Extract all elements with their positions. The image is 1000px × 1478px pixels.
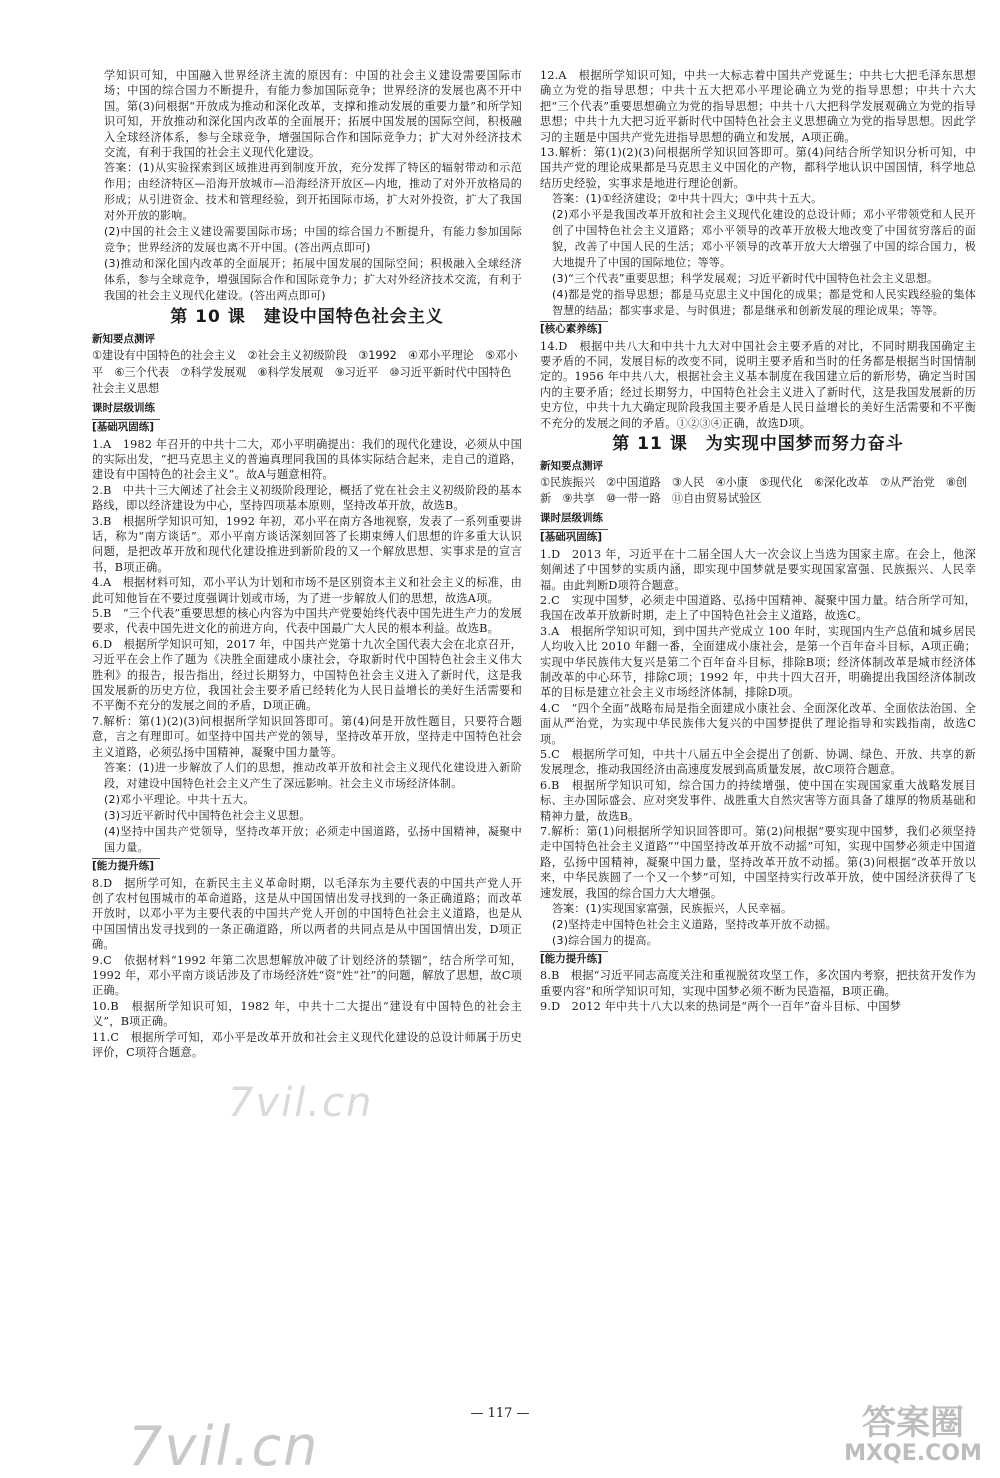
item-l-6: 6.D 根据所学知识可知，2017 年，中国共产党第十九次全国代表大会在北京召开，习近平在会上作了题为《决胜全面建成小康社会，夺取新时代中国特色社会主义伟大胜利》的报告，报告指出，经过长期努力，中国特色社会主义进入了新时代，这是我国发展新的历史方位，我国社会主要矛盾已经转化为人民日益增长的美好生活需要和不平衡不充分的发展之间的矛盾，D项正确。: [92, 637, 522, 713]
item-l-4: 4.A 根据材料可知，邓小平认为计划和市场不是区别资本主义和社会主义的标准，由此可知他旨在不要过度强调计划或市场，为了进一步解放人们的思想，故选A项。: [92, 576, 522, 605]
item-l-5: 5.B “三个代表”重要思想的核心内容为中国共产党要始终代表中国先进生产力的发展要求，代表中国先进文化的前进方向，代表中国最广大人民的根本利益。故选B。: [92, 607, 522, 636]
r-q7-answer-1: 答案：(1)实现国家富强，民族振兴，人民幸福。: [552, 902, 793, 916]
keshi-label-11: 课时层级训练: [540, 511, 603, 524]
q7-answer-1: 答案：(1)进一步解放了人们的思想，推动改革开放和社会主义现代化建设进入新阶段，对建设中国特色社会主义产生了深远影响。社会主义市场经济体制。: [104, 761, 522, 791]
lesson-10-blanks: ①建设有中国特色的社会主义 ②社会主义初级阶段 ③1992 ④邓小平理论 ⑤邓小平 ⑥三个代表 ⑦科学发展观 ⑧科学发展观 ⑨习近平 ⑩习近平新时代中国特色社会主义思想: [92, 349, 518, 396]
keshi-label-10: 课时层级训练: [92, 401, 155, 414]
q7-answer-2: (2)邓小平理论。中共十五大。: [104, 793, 255, 807]
watermark-left: 7vil.cn: [128, 1415, 320, 1478]
hexin-label: [核心素养练]: [540, 321, 608, 337]
cont-answer-3: (3)推动和深化国内改革的全面展开；拓展中国发展的国际空间；积极融入全球经济体系，参与全球竞争，增强国际合作和国际竞争力；扩大对外经济技术交流，有利于我国的社会主义现代化建设。(答出两点即可): [104, 257, 522, 303]
q13-answer-3: (3)“三个代表”重要思想；科学发展观；习近平新时代中国特色社会主义思想。: [552, 272, 939, 286]
r-q7-answer-2: (2)坚持走中国特色社会主义道路，坚持改革开放不动摇。: [552, 918, 837, 932]
page-number: — 117 —: [470, 1406, 530, 1421]
xinzhi-label-11: 新知要点测评: [540, 459, 603, 472]
right-column: [540, 68, 976, 1015]
item-r-13: 13.解析：第(1)(2)(3)问根据所学知识回答即可。第(4)问结合所学知识分析可知，中国共产党的理论成果都是马克思主义中国化的产物，都科学地认识中国国情，科学地总结历史经验，实事求是地进行理论创新。: [540, 146, 976, 190]
item-r-4: 4.C “四个全面”战略布局是指全面建成小康社会、全面深化改革、全面依法治国、全面从严治党，为实现中华民族伟大复兴的中国梦提供了理论指导和实践指南，故选C项。: [540, 701, 976, 746]
q7-answer-3: (3)习近平新时代中国特色社会主义思想。: [104, 809, 311, 823]
item-r-7: 7.解析：第(1)问根据所学知识回答即可。第(2)问根据“要实现中国梦，我们必须坚持走中国特色社会主义道路”“中国坚持改革开放不动摇”可知，实现中国梦必须走中国道路，弘扬中国精神，凝聚中国力量，坚持改革开放不动摇。第(3)问根据“改革开放以来，中华民族圆了一个又一个梦”可知，中国坚持实行改革开放，使中国经济获得了飞速发展，我国的综合国力大大增强。: [540, 825, 976, 900]
item-r-6: 6.B 根据所学知识可知，综合国力的持续增强，使中国在实现国家重大战略发展目标、主办国际盛会、应对突发事件、战胜重大自然灾害等方面具备了雄厚的物质基础和精神力量，故选B。: [540, 778, 976, 823]
item-r-9: 9.D 2012 年中共十八大以来的热词是“两个一百年”奋斗目标、中国梦: [540, 1000, 902, 1014]
xinzhi-label-10: 新知要点测评: [92, 332, 155, 345]
item-r-1: 1.D 2013 年，习近平在十二届全国人大一次会议上当选为国家主席。在会上，他深刻阐述了中国梦的实质内涵，即实现中国梦就是要实现国家富强、民族振兴、人民幸福。由此判断D项符合题意。: [540, 547, 976, 592]
item-r-12: 12.A 根据所学知识可知，中共一大标志着中国共产党诞生；中共七大把毛泽东思想确立为党的指导思想；中共十五大把邓小平理论确立为党的指导思想；中共十六大把“三个代表”重要思想确立为党的指导思想；中共十八大把科学发展观确立为党的指导思想；中共十九大把习近平新时代中国特色社会主义思想确立为党的指导思想。因此学习的主题是中国共产党先进指导思想的确立和发展，A项正确。: [540, 69, 976, 144]
q13-answer-2: (2)邓小平是我国改革开放和社会主义现代化建设的总设计师；邓小平带领党和人民开创了中国特色社会主义道路；邓小平领导的改革开放极大地改变了中国贫穷落后的面貌，改善了中国人民的生活；邓小平领导的改革开放大大增强了中国的综合国力，极大地提升了中国的国际地位；等等。: [552, 208, 976, 270]
item-l-3: 3.B 根据所学知识可知，1992 年初，邓小平在南方各地视察，发表了一系列重要讲话，称为“南方谈话”。邓小平南方谈话深刻回答了长期束缚人们思想的许多重大认识问题，是把改革开放和现代化建设推进到新阶段的又一个解放思想、实事求是的宣言书，B项正确。: [92, 514, 522, 574]
watermark-url: MXQE.COM: [844, 1441, 982, 1466]
q7-answer-4: (4)坚持中国共产党领导，坚持改革开放；必须走中国道路，弘扬中国精神，凝聚中国力量。: [104, 825, 522, 855]
item-r-3: 3.A 根据所学知识可知，到中国共产党成立 100 年时，实现国内生产总值和城乡居民人均收入比 2010 年翻一番，全面建成小康社会，是第一个百年奋斗目标，A项正确；实现中华民族伟大复兴是第二个百年奋斗目标，排除B项；经济体制改革是城市经济体制改革的中心环节，排除C项；1992 年，中共十四大召开，明确提出我国经济体制改革的目标是建立社会主义市场经济体制，排除D项。: [540, 624, 976, 700]
cont-explanation: 学知识可知，中国融入世界经济主流的原因有：中国的社会主义建设需要国际市场；中国的综合国力不断提升，有能力参加国际竞争；世界经济的发展也离不开中国。第(3)问根据“开放成为推动和深化改革，支撑和推动发展的重要力量”和所学知识可知，开放推动和深化国内改革的全面展开；拓展中国发展的国际空间，积极融入全球经济体系，参与全球竞争，增强国际合作和国际竞争力；扩大对外经济技术交流，有利于我国的社会主义现代化建设。: [104, 69, 522, 160]
item-r-14: 14.D 根据中共八大和中共十九大对中国社会主要矛盾的对比，不同时期我国确定主要矛盾的不同，发展目标的改变不同，说明主要矛盾和当时的任务都是根据当时国情制定的。1956 年中共八大，根据社会主义基本制度在我国建立后的新形势，确定当时国内的主要矛盾；经过长期努力，中国特色社会主义进入了新时代，这是我国发展新的历史方位，中共十九大确定现阶段我国主要矛盾是人民日益增长的美好生活需要和不平衡不充分的发展之间的矛盾。①②③④正确，故选D项。: [540, 339, 976, 430]
r-q7-answer-3: (3)综合国力的提高。: [552, 934, 658, 948]
cont-answer-2: (2)中国的社会主义建设需要国际市场；中国的综合国力不断提升，有能力参加国际竞争；世界经济的发展也离不开中国。(答出两点即可): [104, 225, 522, 255]
item-r-5: 5.C 根据所学可知，中共十八届五中全会提出了创新、协调、绿色、开放、共享的新发展理念，推动我国经济由高速度发展到高质量发展，故C项符合题意。: [540, 748, 976, 777]
item-l-10: 10.B 根据所学知识可知，1982 年，中共十二大提出“建设有中国特色的社会主义”，B项正确。: [92, 999, 522, 1029]
watermark-logo: 答案圈: [862, 1403, 964, 1443]
item-l-8: 8.D 据所学可知，在新民主主义革命时期，以毛泽东为主要代表的中国共产党人开创了农村包围城市的革命道路，这是从中国国情出发寻找到的一条正确道路；而改革开放时，以邓小平为主要代表的中国共产党人开创的中国特色社会主义道路，也是从中国国情出发寻找到的一条正确道路，所以两者的共同点是从中国国情出发，D项正确。: [92, 876, 522, 952]
item-l-11: 11.C 根据所学可知，邓小平是改革开放和社会主义现代化建设的总设计师属于历史评价，C项符合题意。: [92, 1030, 522, 1059]
cont-answer-1: 答案：(1)从实验探索到区域推进再到制度开放，充分发挥了特区的辐射带动和示范作用；由经济特区—沿海开放城市—沿海经济开放区—内地，推动了对外开放格局的形成；从引进资金、技术和管理经验，到开拓国际市场，扩大对外投资，扩大了我国对外开放的影响。: [104, 161, 522, 223]
watermark-right: [838, 1404, 988, 1466]
lesson-10-title: 第 10 课 建设中国特色社会主义: [170, 307, 444, 328]
q13-answer-1: 答案：(1)①经济建设；②中共十四大；③中共十五大。: [552, 192, 823, 206]
item-l-1: 1.A 1982 年召开的中共十二大，邓小平明确提出：我们的现代化建设，必须从中国的实际出发，“把马克思主义的普遍真理同我国的具体实际结合起来，走自己的道路，建设有中国特色的社会主义”。故A与题意相符。: [92, 437, 522, 482]
item-l-2: 2.B 中共十三大阐述了社会主义初级阶段理论，概括了党在社会主义初级阶段的基本路线，即以经济建设为中心，坚持四项基本原则，坚持改革开放，故选B。: [92, 483, 522, 513]
jichu-label-10: [基础巩固练]: [92, 419, 160, 435]
nengli-label-11: [能力提升练]: [540, 951, 608, 967]
nengli-label-10: [能力提升练]: [92, 858, 160, 874]
item-l-7: 7.解析：第(1)(2)(3)问根据所学知识回答即可。第(4)问是开放性题目，只要符合题意，言之有理即可。如坚持中国共产党的领导，坚持改革开放，坚持走中国特色社会主义道路，必须弘扬中国精神，凝聚中国力量等。: [92, 714, 522, 759]
left-column: [92, 68, 522, 1060]
item-l-9: 9.C 依据材料“1992 年第二次思想解放冲破了计划经济的禁锢”，结合所学可知，1992 年，邓小平南方谈话涉及了市场经济姓“资”姓“社”的问题，解放了思想，故C项正确。: [92, 953, 522, 998]
item-r-2: 2.C 实现中国梦，必须走中国道路、弘扬中国精神、凝聚中国力量。结合所学可知，我国在改革开放新时期，走上了中国特色社会主义道路，故选C。: [540, 593, 976, 623]
watermark-mid: 7vil.cn: [228, 1080, 374, 1126]
q13-answer-4: (4)都是党的指导思想；都是马克思主义中国化的成果；都是党和人民实践经验的集体智慧的结晶；都实事求是、与时俱进；都是继承和创新发展的理论成果；等等。: [552, 288, 976, 318]
lesson-11-blanks: ①民族振兴 ②中国道路 ③人民 ④小康 ⑤现代化 ⑥深化改革 ⑦从严治党 ⑧创新 ⑨共享 ⑩一带一路 ⑪自由贸易试验区: [540, 475, 968, 506]
lesson-11-title: 第 11 课 为实现中国梦而努力奋斗: [612, 434, 904, 455]
jichu-label-11: [基础巩固练]: [540, 529, 608, 545]
item-r-8: 8.B 根据“习近平同志高度关注和重视脱贫攻坚工作，多次国内考察，把扶贫开发作为重要内容”和所学知识可知，实现中国梦必须不断为民造福，B项正确。: [540, 969, 976, 998]
